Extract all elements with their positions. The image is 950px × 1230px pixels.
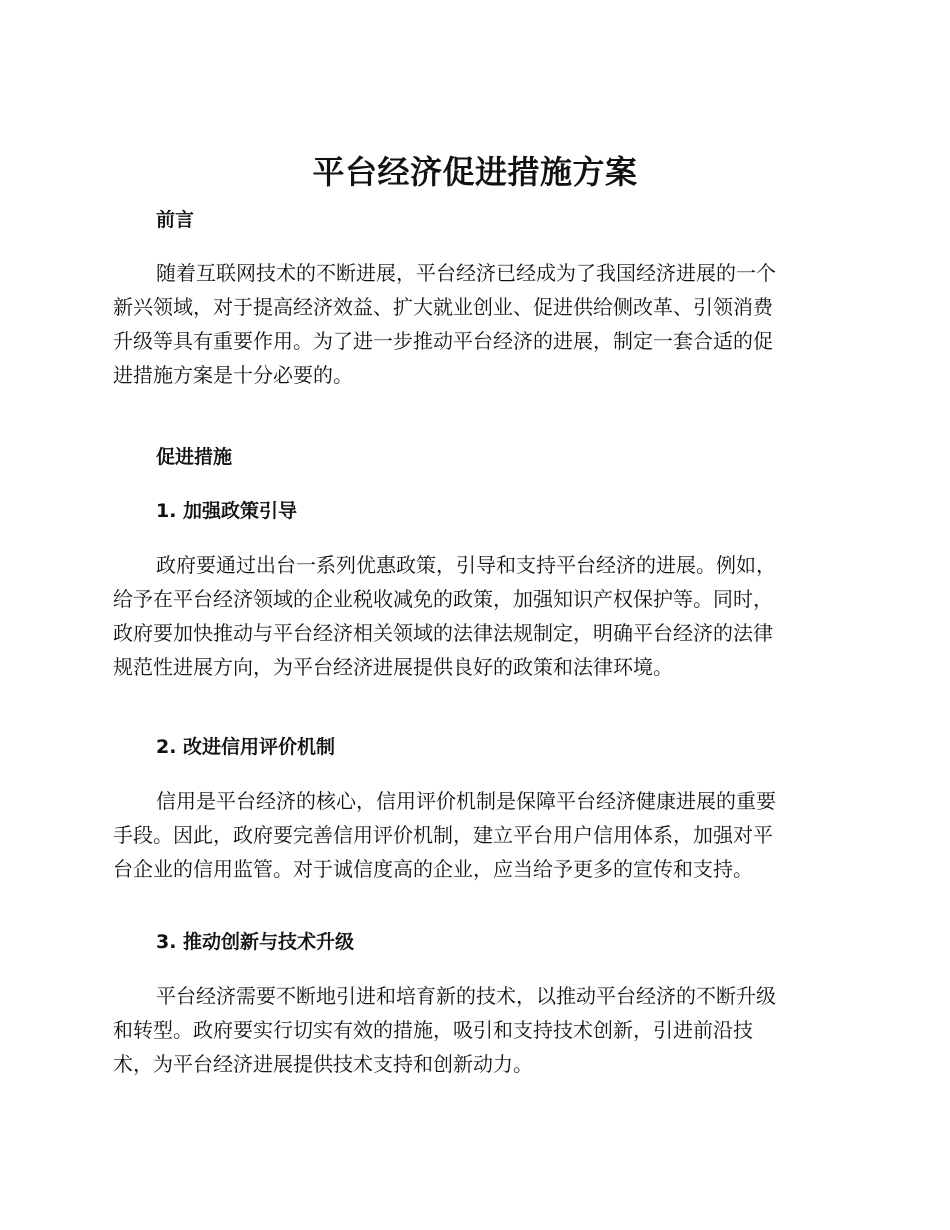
paragraph-line: 规范性进展方向，为平台经济进展提供良好的政策和法律环境。 xyxy=(113,655,673,679)
subsection-heading-3: 3. 推动创新与技术升级 xyxy=(156,931,355,953)
paragraph-line: 给予在平台经济领域的企业税收减免的政策，加强知识产权保护等。同时， xyxy=(113,587,773,611)
section-heading-preface: 前言 xyxy=(156,209,195,231)
section-heading-measures: 促进措施 xyxy=(156,446,233,468)
paragraph-line: 和转型。政府要实行切实有效的措施，吸引和支持技术创新，引进前沿技 xyxy=(113,1018,753,1042)
preface-paragraph xyxy=(113,256,833,392)
paragraph-line: 新兴领域，对于提高经济效益、扩大就业创业、促进供给侧改革、引领消费 xyxy=(113,295,773,319)
paragraph-line: 术，为平台经济进展提供技术支持和创新动力。 xyxy=(113,1052,533,1076)
paragraph-line: 政府要加快推动与平台经济相关领域的法律法规制定，明确平台经济的法律 xyxy=(113,621,773,645)
subsection-paragraph-2 xyxy=(113,784,833,886)
paragraph-line: 随着互联网技术的不断进展，平台经济已经成为了我国经济进展的一个 xyxy=(156,261,776,285)
paragraph-line: 政府要通过出台一系列优惠政策，引导和支持平台经济的进展。例如， xyxy=(156,553,776,577)
paragraph-line: 台企业的信用监管。对于诚信度高的企业，应当给予更多的宣传和支持。 xyxy=(113,857,753,881)
paragraph-line: 信用是平台经济的核心，信用评价机制是保障平台经济健康进展的重要 xyxy=(156,789,776,813)
subsection-heading-1: 1. 加强政策引导 xyxy=(156,500,298,522)
paragraph-line: 进措施方案是十分必要的。 xyxy=(113,363,353,387)
subsection-paragraph-1 xyxy=(113,548,833,684)
document-title: 平台经济促进措施方案 xyxy=(312,153,638,191)
subsection-paragraph-3 xyxy=(113,979,833,1081)
paragraph-line: 升级等具有重要作用。为了进一步推动平台经济的进展，制定一套合适的促 xyxy=(113,329,773,353)
paragraph-line: 手段。因此，政府要完善信用评价机制，建立平台用户信用体系，加强对平 xyxy=(113,823,773,847)
paragraph-line: 平台经济需要不断地引进和培育新的技术，以推动平台经济的不断升级 xyxy=(156,984,776,1008)
subsection-heading-2: 2. 改进信用评价机制 xyxy=(156,736,336,758)
